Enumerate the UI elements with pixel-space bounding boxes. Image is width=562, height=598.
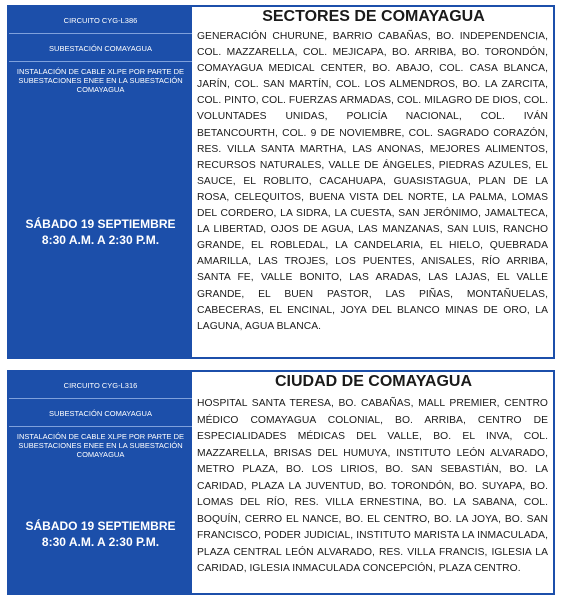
outage-date: SÁBADO 19 SEPTIEMBRE <box>25 216 176 231</box>
circuit-label: CIRCUITO CYG-L386 <box>9 7 192 34</box>
substation-label: SUBESTACIÓN COMAYAGUA <box>9 400 192 427</box>
outage-time: 8:30 A.M. A 2:30 P.M. <box>41 232 160 247</box>
schedule-panel <box>9 7 192 357</box>
outage-date: SÁBADO 19 SEPTIEMBRE <box>25 518 176 533</box>
outage-card-1 <box>7 5 555 359</box>
sector-title: CIUDAD DE COMAYAGUA <box>274 373 473 390</box>
installation-label: INSTALACIÓN DE CABLE XLPE POR PARTE DE SUBESTACIONES ENEE EN LA SUBESTACIÓN COMAYAGUA <box>16 66 185 94</box>
installation-label: INSTALACIÓN DE CABLE XLPE POR PARTE DE SUBESTACIONES ENEE EN LA SUBESTACIÓN COMAYAGUA <box>16 431 185 459</box>
outage-time: 8:30 A.M. A 2:30 P.M. <box>41 534 160 549</box>
sector-list: GENERACIÓN CHURUNE, BARRIO CABAÑAS, BO. INDEPENDENCIA, COL. MAZZARELLA, COL. MEJICAPA, BO. ARRIBA, BO. TORONDÓN, COMAYAGUA MEDICAL CENTER, BO. ABAJO, COL. CASA BLANCA, JARÍN, COL. SAN MARTÍN, COL. LOS ALMENDROS, BO. LA ZARCITA, COL. PINTO, COL. FUERZAS ARMADAS, COL. MILAGRO DE DIOS, COL. VOLUNTADES UNIDAS, POLICÍA NACIONAL, COL. IVÁN BETANCOURTH, COL. 9 DE NOVIEMBRE, COL. SAGRADO CORAZÓN, RES. VILLA SANTA MARTHA, LAS ANONAS, MEJORES ALIMENTOS, RECURSOS NATURALES, VALLE DE ÁNGELES, PIEDRAS AZULES, EL SAUCE, EL ROBLITO, CACAHUAPA, GUASISTAGUA, PLAN DE LA ROSA, CELEQUITOS, BUENA VISTA DEL NORTE, LA PALMA, LOMAS DEL CORDERO, LA SIDRA, LA CUESTA, SAN JERÓNIMO, JAMALTECA, LA LIBERTAD, OJOS DE AGUA, LAS MANZANAS, SAN LUIS, RANCHO GRANDE, EL ROBLEDAL, LA CANDELARIA, EL HIELO, QUEBRADA AMARILLA, LAS TROJES, LOS PUENTES, ANISALES, RÍO ARRIBA, SANTA FE, VALLE BONITO, LAS ARADAS, LAS LAJAS, EL VALLE GRANDE, EL BUEN PASTOR, LAS PIÑAS, MONTAÑUELAS, CABECERAS, EL ENCINAL, JOYA DEL BLANCO MINAS DE ORO, LA LAGUNA, AGUA BLANCA. <box>197 31 548 332</box>
circuit-label: CIRCUITO CYG-L316 <box>9 372 192 399</box>
outage-card-2 <box>7 370 555 595</box>
sector-list: HOSPITAL SANTA TERESA, BO. CABAÑAS, MALL PREMIER, CENTRO MÉDICO COMAYAGUA COLONIAL, BO. ARRIBA, CENTRO DE ESPECIALIDADES MÉDICAS DEL VALLE, BO. EL INVA, COL. MAZZARELLA, BRISAS DEL HUMUYA, INSTITUTO LEÓN ALVARADO, METRO PLAZA, BO. LOS LIRIOS, BO. SAN SEBASTIÁN, BO. LA CARIDAD, PLAZA LA JUVENTUD, BO. TORONDÓN, BO. SUYAPA, BO. LOMAS DEL RÍO, RES. VILLA ERNESTINA, BO. LA SABANA, COL. BOQUÍN, CERRO EL NANCE, BO. EL CENTRO, BO. LA JOYA, BO. SAN FRANCISCO, PODER JUDICIAL, INSTITUTO MARISTA LA INMACULADA, PLAZA CENTRAL LEÓN ALVARADO, RES. VILLA FRANCIS, IGLESIA LA CARIDAD, IGLESIA INMACULADA CONCEPCIÓN, PLAZA CENTRO. <box>197 398 548 574</box>
substation-label: SUBESTACIÓN COMAYAGUA <box>9 35 192 62</box>
sector-title: SECTORES DE COMAYAGUA <box>262 8 485 25</box>
schedule-panel <box>9 372 192 593</box>
